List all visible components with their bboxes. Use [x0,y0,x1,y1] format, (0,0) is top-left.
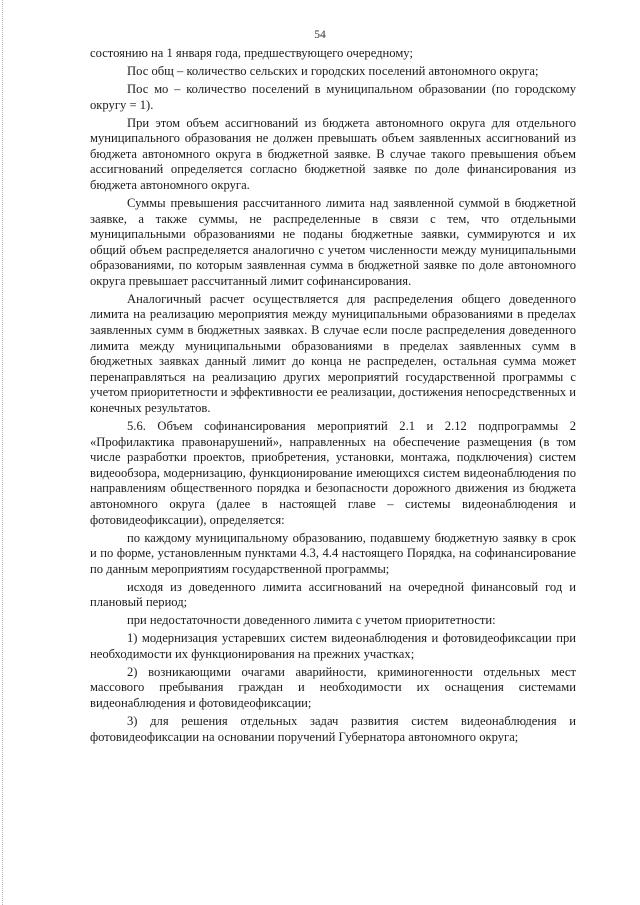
document-body [90,46,576,748]
paragraph-excess-sums: Суммы превышения рассчитанного лимита над заявленной суммой в бюджетной заявке, а также суммы, не распределенные в связи с тем, что отдельными муниципальными образованиями не поданы бюджетные заявки, суммируются и их общий объем распределяется аналогично с учетом численности между муниципальными образованиями, по которым заявленная сумма в бюджетной заявке по доле автономного округа превышает рассчитанный лимит софинансирования. [90,195,576,288]
paragraph-continuation: состоянию на 1 января года, предшествующего очередному; [90,46,413,60]
paragraph-similar-calculation: Аналогичный расчет осуществляется для распределения общего доведенного лимита на реализацию мероприятия между муниципальными образованиями в пределах заявленных сумм в бюджетных заявках. В случае если после распределения доведенного лимита между муниципальными образованиями в пределах заявленных сумм в бюджетных заявках данный лимит до конца не распределен, остальная сумма может перенаправляться на реализацию других мероприятий государственной программы с учетом приоритетности и эффективности ее реализации, достижения непосредственных и конечных результатов. [90,291,576,416]
paragraph-pos-mo: Пос мо – количество поселений в муниципальном образовании (по городскому округу = 1). [90,81,576,112]
paragraph-allocation-limit: При этом объем ассигнований из бюджета автономного округа для отдельного муниципального образования не должен превышать объем заявленных ассигнований из бюджета автономного округа в бюджетной заявке. В случае такого превышения объем ассигнований определяется согласно бюджетной заявке по доле финансирования из бюджета автономного округа. [90,115,576,192]
paragraph-based-on-limit: исходя из доведенного лимита ассигнований на очередной финансовый год и плановый период; [90,579,576,610]
paragraph-pos-obsh: Пос общ – количество сельских и городских поселений автономного округа; [127,63,539,78]
page-number: 54 [314,29,326,41]
scan-binder-edge [2,0,9,905]
paragraph-per-municipality: по каждому муниципальному образованию, подавшему бюджетную заявку в срок и по форме, установленным пунктами 4.3, 4.4 настоящего Порядка, на софинансирование по данным мероприятиям государственной программы; [90,530,576,576]
list-item-3: 3) для решения отдельных задач развития систем видеонаблюдения и фотовидеофиксации на основании поручений Губернатора автономного округа; [90,714,576,744]
paragraph-priority-intro: при недостаточности доведенного лимита с учетом приоритетности: [127,613,496,628]
paragraph-section-5-6: 5.6. Объем софинансирования мероприятий 2.1 и 2.12 подпрограммы 2 «Профилактика правонарушений», направленных на обеспечение размещения (в том числе разработки проектов, приобретения, установки, монтажа, подключения) систем видеообзора, модернизацию, функционирование имеющихся систем видеонаблюдения по направлениям общественного порядка и безопасности дорожного движения из бюджета автономного округа (далее в настоящей главе – системы видеонаблюдения и фотовидеофиксации), определяется: [90,419,576,527]
list-item-2: 2) возникающими очагами аварийности, криминогенности отдельных мест массового пребывания граждан и необходимости их оснащения системами видеонаблюдения и фотовидеофиксации; [90,664,576,711]
list-item-1: 1) модернизация устаревших систем видеонаблюдения и фотовидеофиксации при необходимости их функционирования на прежних участках; [90,631,576,661]
